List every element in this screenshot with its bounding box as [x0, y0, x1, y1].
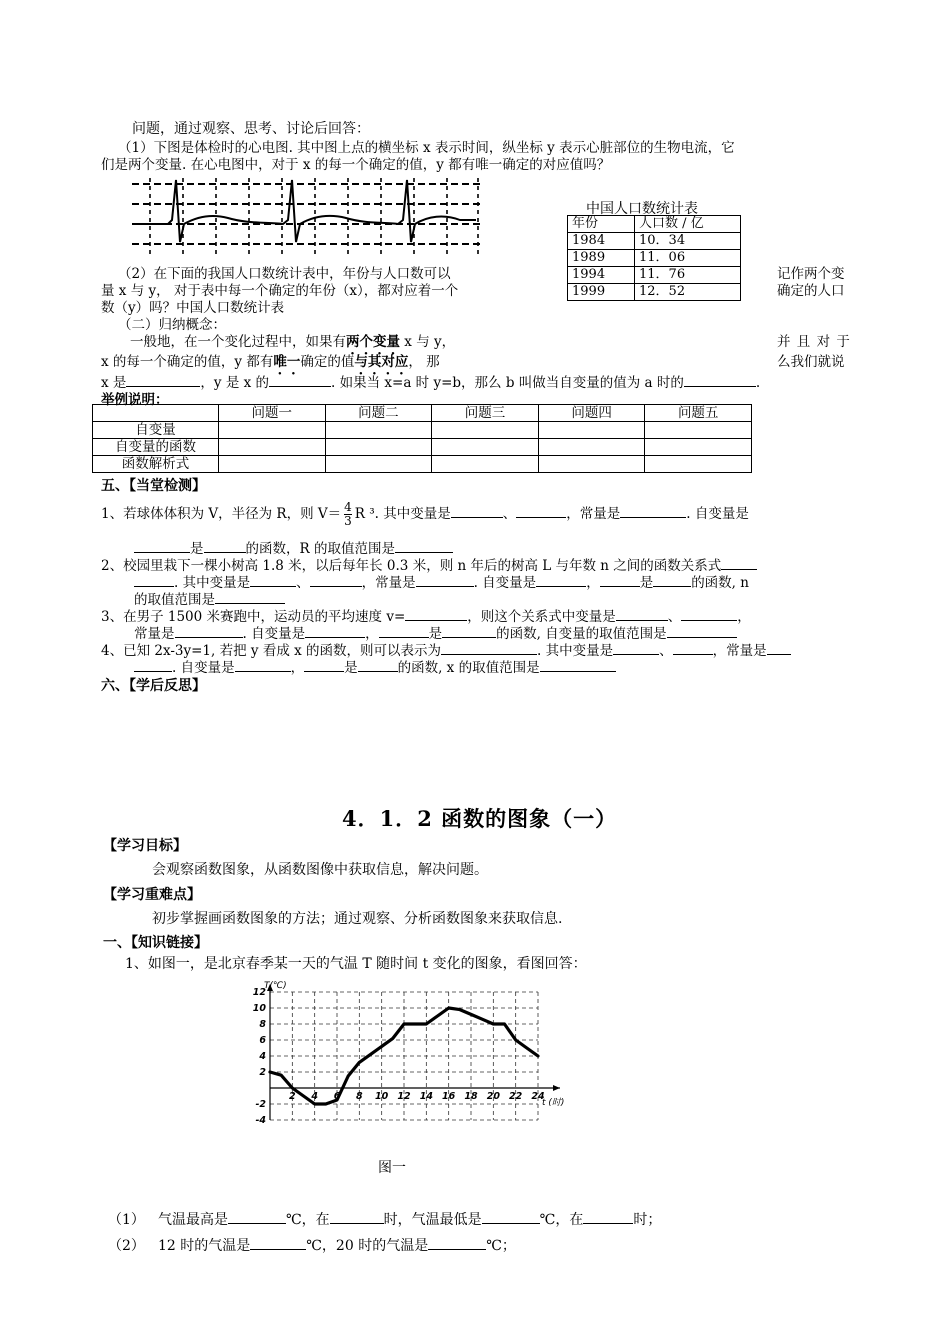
- population-table-caption: 中国人口数统计表: [586, 201, 698, 217]
- answer-blank[interactable]: [126, 386, 200, 387]
- y-tick-labels: [253, 987, 267, 1126]
- exercise-text: R ³. 其中变量是: [354, 506, 451, 522]
- concept-text: .: [755, 375, 761, 391]
- x-tick-label: 12: [397, 1091, 411, 1102]
- x-tick-label: 10: [375, 1091, 389, 1102]
- exercise-text: 是: [190, 541, 204, 557]
- table-row-header: 函数解析式: [93, 456, 219, 473]
- question-2-text-end: 数（y）吗？中国人口数统计表: [101, 300, 285, 316]
- exercise-text: 、: [659, 643, 673, 659]
- answer-text: ℃，在: [539, 1212, 584, 1228]
- answer-text: 时，气温最低是: [383, 1212, 482, 1228]
- table-cell[interactable]: [645, 439, 752, 456]
- temperature-chart: [250, 978, 580, 1148]
- exercise-text: 2、校园里栽下一棵小树高 1.8 米，以后每年长 0.3 米，则 n 年后的树高 L 与年数 n 之间的函数关系式: [101, 558, 722, 574]
- table-cell: 1984: [568, 233, 635, 250]
- table-header-row: [568, 216, 741, 233]
- table-header-cell: [93, 405, 219, 422]
- goal-text: 会观察函数图象，从函数图像中获取信息，解决问题。: [152, 862, 488, 878]
- knowledge-link-heading: 一、【知识链接】: [103, 935, 208, 951]
- exercise-text: ，: [737, 609, 751, 625]
- answer-text: ℃；: [486, 1238, 516, 1254]
- concept-line-3: [101, 371, 760, 391]
- population-table: [567, 215, 741, 301]
- answer-blank[interactable]: [269, 386, 331, 387]
- table-row: [93, 422, 752, 439]
- answer-line-1: [108, 1209, 661, 1229]
- example-table: [92, 404, 752, 473]
- question-2-text: （2）在下面的我国人口数统计表中，年份与人口数可以: [118, 266, 451, 282]
- table-header-cell: 年份: [568, 216, 635, 233]
- table-header-row: [93, 405, 752, 422]
- answer-blank[interactable]: [721, 569, 757, 570]
- exercise-text: . 自变量是: [172, 660, 235, 676]
- exercise-text: 是: [344, 660, 358, 676]
- answer-blank[interactable]: [673, 654, 713, 655]
- exercise-text: . 其中变量是: [537, 643, 614, 659]
- exercise-text: 是: [428, 626, 443, 642]
- answer-blank[interactable]: [767, 654, 791, 655]
- y-tick-label: 12: [252, 987, 266, 998]
- example-heading: 举例说明：: [101, 392, 169, 408]
- table-cell[interactable]: [432, 456, 539, 473]
- fraction-denominator: 3: [344, 514, 352, 528]
- answer-blank[interactable]: [536, 586, 586, 587]
- exercise-text: . 自变量是: [242, 626, 306, 642]
- exercise-text: 是: [639, 575, 654, 591]
- table-row: [93, 439, 752, 456]
- intro-line: 问题，通过观察、思考、讨论后回答：: [132, 121, 370, 137]
- y-tick-label: -2: [255, 1099, 266, 1110]
- answer-blank[interactable]: [305, 637, 365, 638]
- key-heading: 【学习重难点】: [103, 887, 201, 903]
- answer-blank[interactable]: [684, 386, 756, 387]
- table-cell: 10．34: [635, 233, 741, 250]
- table-cell[interactable]: [538, 456, 645, 473]
- x-tick-label: 4: [311, 1091, 318, 1102]
- concept-line-2-right: 么我们就说: [777, 354, 845, 370]
- exercise-text: ，: [365, 626, 379, 642]
- answer-blank[interactable]: [416, 586, 474, 587]
- table-header-cell: 问题五: [645, 405, 752, 422]
- answer-blank[interactable]: [620, 517, 686, 518]
- table-header-cell: 问题四: [538, 405, 645, 422]
- concept-emphasis: 与其对应: [354, 354, 409, 370]
- concept-text: 确定的值: [300, 354, 355, 370]
- answer-blank[interactable]: [379, 637, 429, 638]
- table-cell[interactable]: [432, 439, 539, 456]
- table-cell[interactable]: [219, 456, 326, 473]
- answer-blank[interactable]: [134, 586, 174, 587]
- table-row: [568, 267, 741, 284]
- table-row: [568, 250, 741, 267]
- concept-text: 一般地，在一个变化过程中，如果有: [130, 334, 346, 350]
- exercise-text: ，: [586, 575, 600, 591]
- answer-text: 气温最高是: [158, 1212, 228, 1228]
- concept-heading: （二）归纳概念：: [118, 317, 226, 333]
- x-tick-label: 22: [509, 1091, 523, 1102]
- y-axis-label: T(℃): [264, 981, 287, 991]
- table-cell: 11．06: [635, 250, 741, 267]
- concept-emphasis: 两个变量: [346, 334, 400, 350]
- answer-blank[interactable]: [442, 637, 496, 638]
- table-cell[interactable]: [645, 456, 752, 473]
- x-tick-label: 20: [486, 1091, 500, 1102]
- exercise-text: . 自变量是: [473, 575, 537, 591]
- question-1-text: （1）下图是体检时的心电图. 其中图上点的横坐标 x 表示时间，纵坐标 y 表示心脏部位的生物电流，它: [118, 140, 735, 156]
- y-tick-label: 8: [259, 1019, 266, 1030]
- x-tick-label: 6: [333, 1091, 341, 1102]
- answer-blank[interactable]: [600, 586, 640, 587]
- answer-blank[interactable]: [482, 1223, 540, 1224]
- answer-blank[interactable]: [395, 552, 453, 553]
- figure-caption: 图一: [378, 1160, 406, 1176]
- table-cell: 11．76: [635, 267, 741, 284]
- answer-blank[interactable]: [228, 1223, 286, 1224]
- x-tick-label: 8: [356, 1091, 363, 1102]
- x-tick-label: 24: [531, 1091, 545, 1102]
- answer-blank[interactable]: [441, 654, 537, 655]
- exercise-text: 的函数，R 的取值范围是: [245, 541, 395, 557]
- exercise-text: ，则这个关系式中变量是: [467, 609, 616, 625]
- key-text: 初步掌握画函数图象的方法；通过观察、分析函数图象来获取信息.: [152, 911, 563, 927]
- exercise-text: ，: [290, 660, 305, 676]
- x-axis-label: t (时): [542, 1098, 565, 1108]
- table-cell[interactable]: [325, 456, 432, 473]
- table-cell[interactable]: [325, 422, 432, 439]
- table-cell[interactable]: [538, 439, 645, 456]
- exercise-1: [101, 500, 749, 528]
- answer-blank[interactable]: [330, 1223, 384, 1224]
- concept-text: ， 那: [408, 354, 440, 370]
- exercise-text: ，常量是: [712, 643, 767, 659]
- answer-blank[interactable]: [134, 671, 172, 672]
- answer-blank[interactable]: [667, 637, 737, 638]
- x-tick-label: 18: [464, 1091, 478, 1102]
- section-6-heading: 六、【学后反思】: [101, 678, 206, 694]
- y-tick-label: 10: [252, 1003, 266, 1014]
- fraction-numerator: 4: [344, 500, 352, 514]
- answer-blank[interactable]: [134, 552, 190, 553]
- answer-blank[interactable]: [235, 671, 291, 672]
- table-row-header: 自变量的函数: [93, 439, 219, 456]
- table-cell[interactable]: [538, 422, 645, 439]
- answer-blank[interactable]: [250, 586, 296, 587]
- question-1-text-cont: 们是两个变量. 在心电图中，对于 x 的每一个确定的值，y 都有唯一确定的对应值吗？: [101, 157, 611, 173]
- answer-line-2: [108, 1235, 516, 1255]
- ecg-image: [128, 176, 484, 256]
- question-2-right-text: 记作两个变: [777, 266, 845, 282]
- answer-blank[interactable]: [540, 671, 616, 672]
- exercise-text: 的函数, 自变量的取值范围是: [496, 626, 667, 642]
- concept-text: ，y 是 x 的: [200, 375, 270, 391]
- table-header-cell: 问题一: [219, 405, 326, 422]
- answer-blank[interactable]: [653, 586, 691, 587]
- exercise-4-cont: [134, 656, 616, 676]
- table-header-cell: 问题三: [432, 405, 539, 422]
- table-cell[interactable]: [432, 422, 539, 439]
- section-5-heading: 五、【当堂检测】: [101, 478, 206, 494]
- concept-text: . 如果当 x=a 时 y=b，那么 b 叫做当自变量的值为 a 时的: [331, 375, 684, 391]
- x-tick-labels: [289, 1091, 545, 1102]
- answer-blank[interactable]: [616, 620, 668, 621]
- answer-text: ℃，在: [286, 1212, 330, 1228]
- exercise-text: ，常量是: [566, 506, 621, 522]
- concept-text: x 与 y，: [400, 334, 456, 350]
- table-cell: 1994: [568, 267, 635, 284]
- exercise-text: . 自变量是: [686, 506, 749, 522]
- question-2-text-cont: 量 x 与 y， 对于表中每一个确定的年份（x），都对应着一个: [101, 283, 459, 299]
- answer-blank[interactable]: [583, 1223, 633, 1224]
- exercise-text: 3、在男子 1500 米赛跑中，运动员的平均速度 v=: [101, 609, 406, 625]
- concept-line-1-right: 并 且 对 于: [777, 334, 851, 350]
- answer-number: （2）: [108, 1238, 145, 1254]
- concept-emphasis: 唯一: [273, 354, 301, 370]
- question-2-right-text: 确定的人口: [777, 283, 845, 299]
- answer-text: ℃，20 时的气温是: [306, 1238, 429, 1254]
- answer-blank[interactable]: [613, 654, 659, 655]
- answer-text: 12 时的气温是: [158, 1238, 251, 1254]
- answer-blank[interactable]: [204, 552, 246, 553]
- answer-blank[interactable]: [405, 620, 467, 621]
- x-tick-label: 2: [289, 1091, 296, 1102]
- answer-number: （1）: [108, 1212, 145, 1228]
- table-cell: 12．52: [635, 284, 741, 301]
- answer-blank[interactable]: [310, 586, 362, 587]
- goal-heading: 【学习目标】: [103, 838, 187, 854]
- answer-blank[interactable]: [175, 637, 243, 638]
- table-row: [568, 284, 741, 301]
- knowledge-link-question: 1、如图一，是北京春季某一天的气温 T 随时间 t 变化的图象，看图回答：: [125, 956, 587, 972]
- table-cell[interactable]: [219, 422, 326, 439]
- answer-blank[interactable]: [451, 517, 503, 518]
- y-tick-label: 2: [259, 1067, 266, 1078]
- table-cell[interactable]: [325, 439, 432, 456]
- y-tick-label: 6: [259, 1035, 266, 1046]
- answer-blank[interactable]: [681, 620, 737, 621]
- concept-text: x 是: [101, 375, 127, 391]
- answer-blank[interactable]: [358, 671, 398, 672]
- exercise-text: ，常量是: [361, 575, 416, 591]
- answer-text: 时；: [633, 1212, 662, 1228]
- exercise-text: 1、若球体体积为 V，半径为 R，则 V＝: [101, 506, 342, 522]
- table-row: [93, 456, 752, 473]
- exercise-text: 、: [667, 609, 682, 625]
- table-row: [568, 233, 741, 250]
- exercise-text: 、: [502, 506, 517, 522]
- fraction: [344, 501, 352, 528]
- table-cell: 1999: [568, 284, 635, 301]
- table-cell[interactable]: [645, 422, 752, 439]
- table-header-cell: 问题二: [325, 405, 432, 422]
- y-tick-label: 4: [259, 1051, 266, 1062]
- table-cell[interactable]: [219, 439, 326, 456]
- lesson-title: 4．1．2 函数的图象（一）: [342, 806, 618, 831]
- answer-blank[interactable]: [250, 1249, 306, 1250]
- x-tick-label: 14: [419, 1091, 433, 1102]
- answer-blank[interactable]: [516, 517, 566, 518]
- exercise-text: 的函数, x 的取值范围是: [397, 660, 540, 676]
- exercise-text: 的函数, n: [691, 575, 749, 591]
- exercise-text: . 其中变量是: [174, 575, 251, 591]
- x-axis-arrow: [553, 1085, 560, 1091]
- exercise-text: 4、已知 2x-3y=1, 若把 y 看成 x 的函数，则可以表示为: [101, 643, 442, 659]
- concept-text: x 的每一个确定的值，y 都有: [101, 354, 274, 370]
- answer-blank[interactable]: [215, 603, 285, 604]
- table-cell: 1989: [568, 250, 635, 267]
- answer-blank[interactable]: [428, 1249, 486, 1250]
- exercise-text: 常量是: [134, 626, 175, 642]
- exercise-text: 、: [296, 575, 310, 591]
- table-header-cell: 人口数 / 亿: [635, 216, 741, 233]
- y-tick-label: -4: [255, 1115, 266, 1126]
- x-tick-label: 16: [442, 1091, 456, 1102]
- answer-blank[interactable]: [304, 671, 344, 672]
- exercise-text: 的取值范围是: [134, 592, 215, 608]
- table-row-header: 自变量: [93, 422, 219, 439]
